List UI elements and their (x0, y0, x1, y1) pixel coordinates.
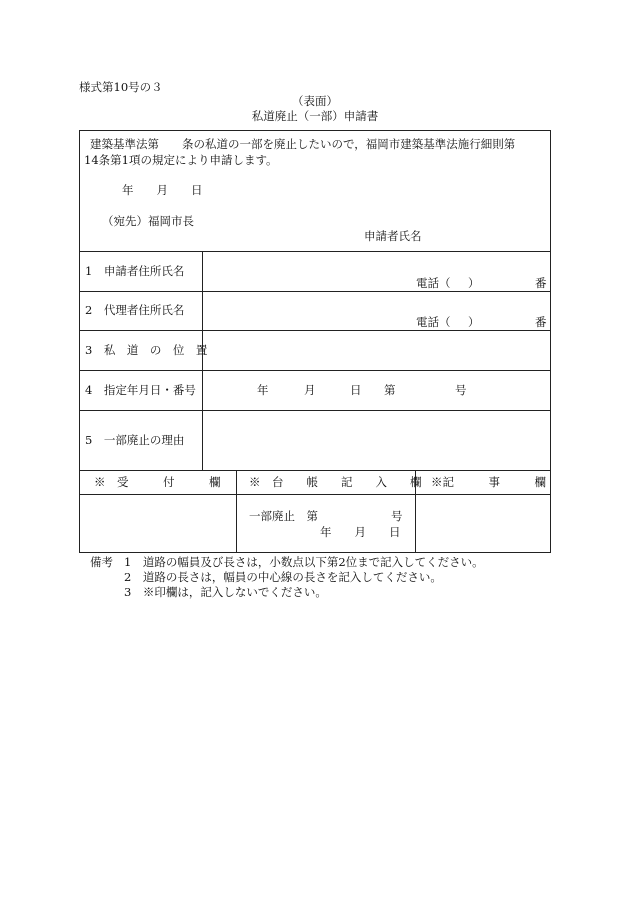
designation-month: 月 (304, 383, 316, 397)
divider-row5 (79, 470, 551, 471)
intro-text-line2: 14条第1項の規定により申請します。 (84, 153, 278, 167)
designation-year: 年 (257, 383, 269, 397)
designation-number-suffix: 号 (455, 383, 467, 397)
agent-address-label: 2 代理者住所氏名 (85, 303, 185, 317)
remarks-heading: 備考 (90, 555, 113, 569)
ledger-column-header: ※ 台 帳 記 入 欄 (249, 475, 422, 489)
agent-phone-paren: ） (468, 315, 480, 329)
applicant-address-label: 1 申請者住所氏名 (85, 264, 185, 278)
designation-label: 4 指定年月日・番号 (85, 383, 196, 397)
divider-row3 (79, 370, 551, 371)
agent-phone-label: 電話（ (416, 315, 451, 329)
intro-text-line1: 建築基準法第 条の私道の一部を廃止したいので，福岡市建築基準法施行細則第 (90, 137, 516, 151)
remark-item-3: 3 ※印欄は，記入しないでください。 (124, 585, 327, 599)
divider-footer-col1 (236, 470, 237, 553)
ledger-date: 年 月 日 (320, 525, 401, 539)
divider-row4 (79, 410, 551, 411)
divider-intro (79, 251, 551, 252)
agent-phone-suffix: 番 (535, 315, 547, 329)
notes-column-header: ※記 事 欄 (431, 475, 546, 489)
road-location-label: 3 私 道 の 位 置 (85, 343, 208, 357)
divider-footer-header (79, 494, 551, 495)
applicant-phone-suffix: 番 (535, 276, 547, 290)
divider-label-column (202, 251, 203, 470)
form-title: 私道廃止（一部）申請書 (251, 109, 379, 123)
form-number: 様式第10号の３ (79, 80, 163, 94)
addressee: （宛先）福岡市長 (102, 214, 194, 228)
ledger-number-suffix: 号 (391, 509, 403, 523)
divider-row1 (79, 291, 551, 292)
reception-column-header: ※ 受 付 欄 (94, 475, 221, 489)
remark-item-2: 2 道路の長さは，幅員の中心線の長さを記入してください。 (124, 570, 442, 584)
application-date: 年 月 日 (122, 183, 203, 197)
applicant-phone-label: 電話（ (416, 276, 451, 290)
applicant-name-label: 申請者氏名 (364, 229, 422, 243)
form-side: （表面） (292, 94, 338, 108)
designation-number-prefix: 第 (384, 383, 396, 397)
remark-item-1: 1 道路の幅員及び長さは，小数点以下第2位まで記入してください。 (124, 555, 484, 569)
designation-day: 日 (350, 383, 362, 397)
abolition-reason-label: 5 一部廃止の理由 (85, 433, 185, 447)
applicant-phone-paren: ） (468, 276, 480, 290)
divider-row2 (79, 330, 551, 331)
ledger-abolition-number: 一部廃止 第 (249, 509, 318, 523)
